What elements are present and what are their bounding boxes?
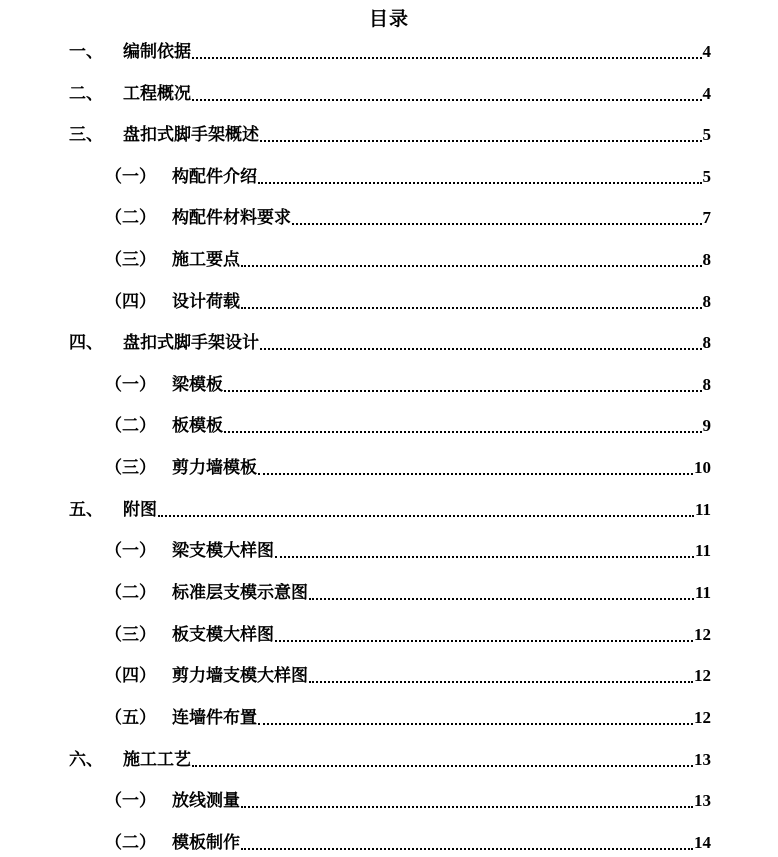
toc-entry-page: 13 [694, 750, 711, 769]
toc-entry[interactable] [69, 324, 711, 354]
dot-leader [258, 722, 693, 725]
dot-leader [241, 847, 693, 850]
toc-entry[interactable] [105, 199, 711, 229]
toc-entry-label: 梁支模大样图 [172, 541, 274, 561]
toc-entry-page: 8 [702, 292, 711, 311]
toc-entry[interactable] [105, 158, 711, 188]
toc-entry[interactable] [69, 33, 711, 63]
toc-entry-number: （三） [105, 625, 156, 645]
dot-leader [241, 264, 702, 267]
toc-entry-label: 构配件介绍 [172, 167, 257, 187]
toc-entry-page: 12 [694, 708, 711, 727]
toc-entry-label: 设计荷载 [172, 292, 240, 312]
toc-entry-page: 11 [694, 541, 711, 560]
dot-leader [158, 514, 694, 517]
toc-entry-page: 7 [702, 208, 711, 227]
toc-entry-label: 构配件材料要求 [172, 208, 291, 228]
toc-entry-label: 剪力墙支模大样图 [172, 666, 308, 686]
toc-entry-page: 8 [702, 250, 711, 269]
toc-entry-label: 模板制作 [172, 833, 240, 853]
toc-entry-label: 梁模板 [172, 375, 223, 395]
toc-entry-number: （三） [105, 250, 156, 270]
dot-leader [192, 764, 693, 767]
toc-entry-number: （二） [105, 583, 156, 603]
toc-entry-page: 10 [694, 458, 711, 477]
toc-entry-number: 六、 [69, 750, 103, 770]
toc-entry-label: 板支模大样图 [172, 625, 274, 645]
toc-entry-number: （五） [105, 708, 156, 728]
toc-entry-number: （二） [105, 208, 156, 228]
toc-entry-label: 施工要点 [172, 250, 240, 270]
toc-entry-page: 8 [702, 375, 711, 394]
toc-title: 目录 [368, 8, 409, 30]
toc-entry-number: 二、 [69, 84, 103, 104]
dot-leader [275, 639, 693, 642]
toc-entry-page: 11 [694, 583, 711, 602]
dot-leader [241, 306, 702, 309]
dot-leader [309, 597, 694, 600]
toc-entry-page: 12 [694, 625, 711, 644]
toc-entry-number: 四、 [69, 333, 103, 353]
toc-entry[interactable] [105, 532, 711, 562]
toc-entry-label: 工程概况 [123, 84, 191, 104]
dot-leader [224, 389, 702, 392]
dot-leader [260, 139, 702, 142]
toc-entry-page: 5 [702, 167, 711, 186]
toc-entry-number: （二） [105, 416, 156, 436]
toc-entry-label: 盘扣式脚手架设计 [123, 333, 259, 353]
toc-entry-label: 盘扣式脚手架概述 [123, 125, 259, 145]
toc-entry-number: （三） [105, 458, 156, 478]
toc-entry-page: 14 [694, 833, 711, 852]
toc-entry-label: 施工工艺 [123, 750, 191, 770]
toc-entry[interactable] [105, 699, 711, 729]
toc-entry[interactable] [105, 449, 711, 479]
toc-entry-page: 11 [694, 500, 711, 519]
dot-leader [258, 181, 702, 184]
toc-entry-label: 板模板 [172, 416, 223, 436]
toc-entry-page: 12 [694, 666, 711, 685]
toc-entry[interactable] [105, 283, 711, 313]
toc-entry[interactable] [105, 824, 711, 854]
toc-entry-page: 8 [702, 333, 711, 352]
toc-entry[interactable] [69, 491, 711, 521]
toc-entry[interactable] [105, 574, 711, 604]
toc-entry-number: （一） [105, 375, 156, 395]
toc-entry-label: 编制依据 [123, 42, 191, 62]
toc-entry-page: 4 [702, 84, 711, 103]
toc-entry[interactable] [69, 75, 711, 105]
toc-entry-label: 标准层支模示意图 [172, 583, 308, 603]
toc-entry-page: 9 [702, 416, 711, 435]
toc-entry[interactable] [105, 366, 711, 396]
dot-leader [192, 98, 702, 101]
toc-entry[interactable] [105, 407, 711, 437]
dot-leader [241, 805, 693, 808]
toc-entry-number: （一） [105, 791, 156, 811]
toc-entry-page: 4 [702, 42, 711, 61]
dot-leader [309, 680, 693, 683]
toc-entry-number: （二） [105, 833, 156, 853]
toc-entry[interactable] [69, 116, 711, 146]
dot-leader [275, 555, 694, 558]
toc-entry[interactable] [105, 616, 711, 646]
toc-entry-number: （四） [105, 292, 156, 312]
toc-entry-number: 五、 [69, 500, 103, 520]
dot-leader [292, 222, 702, 225]
dot-leader [258, 472, 693, 475]
toc-entry-label: 附图 [123, 500, 157, 520]
toc-entry-number: 三、 [69, 125, 103, 145]
toc-entry-page: 5 [702, 125, 711, 144]
dot-leader [260, 347, 702, 350]
toc-entry-page: 13 [694, 791, 711, 810]
toc-entry-label: 放线测量 [172, 791, 240, 811]
toc-entry-number: （一） [105, 541, 156, 561]
toc-entry-number: 一、 [69, 42, 103, 62]
toc-entry-label: 连墙件布置 [172, 708, 257, 728]
toc-entry[interactable] [105, 657, 711, 687]
toc-entry[interactable] [105, 241, 711, 271]
dot-leader [224, 430, 702, 433]
toc-entry-number: （一） [105, 167, 156, 187]
toc-entry-label: 剪力墙模板 [172, 458, 257, 478]
toc-entry[interactable] [105, 782, 711, 812]
toc-entry[interactable] [69, 741, 711, 771]
toc-entry-number: （四） [105, 666, 156, 686]
dot-leader [192, 56, 702, 59]
